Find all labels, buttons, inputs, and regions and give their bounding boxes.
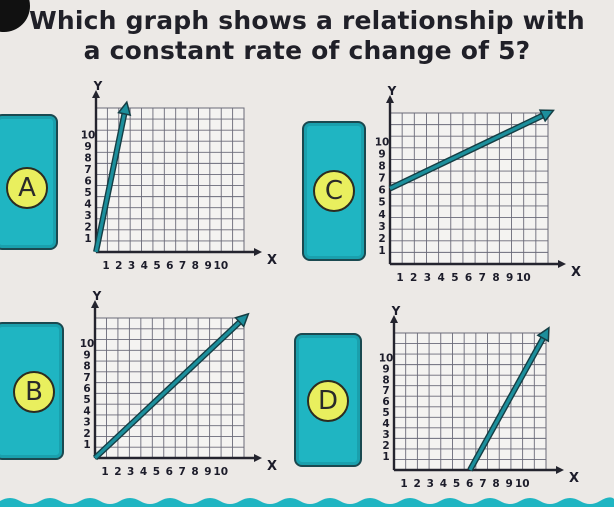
y-tick-label: 6 [378,184,386,197]
y-tick-label: 8 [378,160,386,173]
y-tick-label: 6 [84,175,92,188]
x-tick-label: 2 [413,478,421,490]
y-tick-label: 4 [382,418,390,431]
x-tick-label: 9 [506,272,514,284]
x-tick-label: 6 [464,272,473,284]
x-tick-label: 1 [101,466,109,478]
x-tick-label: 6 [165,466,173,478]
x-tick-label: 5 [152,466,161,478]
grid-background [394,333,546,470]
y-tick-label: 10 [374,136,390,149]
y-tick-label: 4 [378,208,386,221]
x-tick-label: 2 [115,260,123,272]
y-tick-label: 9 [84,140,92,153]
y-tick-label: 9 [378,148,386,161]
y-tick-label: 8 [83,360,91,373]
y-tick-label: 3 [83,416,91,429]
x-tick-label: 8 [191,260,199,272]
question-line-1: Which graph shows a relationship with [29,6,585,35]
y-tick-label: 6 [382,396,390,409]
question-line-2: a constant rate of change of 5? [83,36,531,65]
y-tick-label: 2 [84,221,92,234]
x-axis-arrow [556,466,564,474]
x-tick-label: 8 [492,478,500,490]
x-tick-label: 3 [127,260,136,272]
x-tick-label: 7 [479,478,487,490]
x-tick-label: 4 [439,478,448,490]
y-tick-label: 8 [84,152,92,165]
x-tick-label: 4 [437,272,445,284]
x-tick-label: 6 [466,478,474,490]
option-d-letter: D [317,386,339,416]
x-tick-label: 9 [505,478,513,490]
x-tick-label: 7 [178,466,186,478]
y-tick-label: 9 [382,363,390,376]
y-tick-label: 4 [83,405,91,418]
y-tick-label: 5 [84,186,92,199]
y-tick-label: 9 [83,349,91,362]
x-tick-label: 10 [516,272,531,284]
x-tick-label: 1 [400,478,408,490]
option-a-letter: A [18,173,36,203]
y-tick-label: 5 [378,196,386,209]
y-tick-label: 8 [382,374,390,387]
decorative-trim [0,493,614,507]
x-axis-label: X [266,459,278,474]
x-tick-label: 6 [166,260,174,272]
x-tick-label: 7 [478,272,486,284]
y-axis-label: Y [93,79,103,93]
x-tick-label: 4 [140,260,148,272]
x-tick-label: 9 [204,466,212,478]
y-tick-label: 5 [382,407,390,420]
x-tick-label: 5 [452,478,461,490]
y-tick-label: 10 [79,338,95,351]
y-tick-label: 7 [378,172,386,185]
x-tick-label: 7 [178,260,187,272]
x-tick-label: 8 [191,466,199,478]
y-tick-label: 1 [382,451,390,463]
y-tick-label: 3 [84,209,92,222]
option-b-letter: B [25,377,43,407]
y-tick-label: 3 [378,220,386,233]
x-tick-label: 1 [396,272,404,284]
y-tick-label: 1 [378,245,386,257]
y-tick-label: 1 [84,233,92,245]
x-tick-label: 3 [423,272,432,284]
y-tick-label: 3 [382,429,390,442]
y-tick-label: 7 [84,163,92,176]
y-axis-label: Y [391,304,401,318]
x-tick-label: 5 [451,272,459,284]
y-tick-label: 2 [83,427,91,440]
y-axis-label: Y [387,84,397,98]
y-tick-label: 10 [378,352,394,365]
x-axis-label: X [570,265,582,280]
x-tick-label: 3 [426,478,434,490]
y-axis-label: Y [92,289,102,303]
y-tick-label: 2 [378,232,386,245]
x-tick-label: 5 [153,260,161,272]
y-tick-label: 7 [382,385,390,398]
x-tick-label: 3 [127,466,135,478]
y-tick-label: 5 [83,394,91,407]
option-c-letter: C [324,176,344,206]
x-tick-label: 10 [514,478,530,490]
y-tick-label: 7 [83,371,91,384]
y-tick-label: 2 [382,440,390,453]
x-tick-label: 8 [492,272,500,284]
x-tick-label: 10 [213,260,229,272]
y-tick-label: 4 [84,198,92,211]
x-tick-label: 1 [102,260,110,272]
x-tick-label: 4 [139,466,148,478]
y-tick-label: 6 [83,383,91,395]
x-tick-label: 2 [114,466,122,478]
x-tick-label: 9 [204,260,212,272]
y-tick-label: 10 [80,129,96,142]
x-axis-label: X [266,253,278,268]
x-axis-label: X [568,471,580,486]
x-tick-label: 2 [410,272,418,284]
x-tick-label: 10 [213,466,229,478]
y-tick-label: 1 [83,439,91,451]
